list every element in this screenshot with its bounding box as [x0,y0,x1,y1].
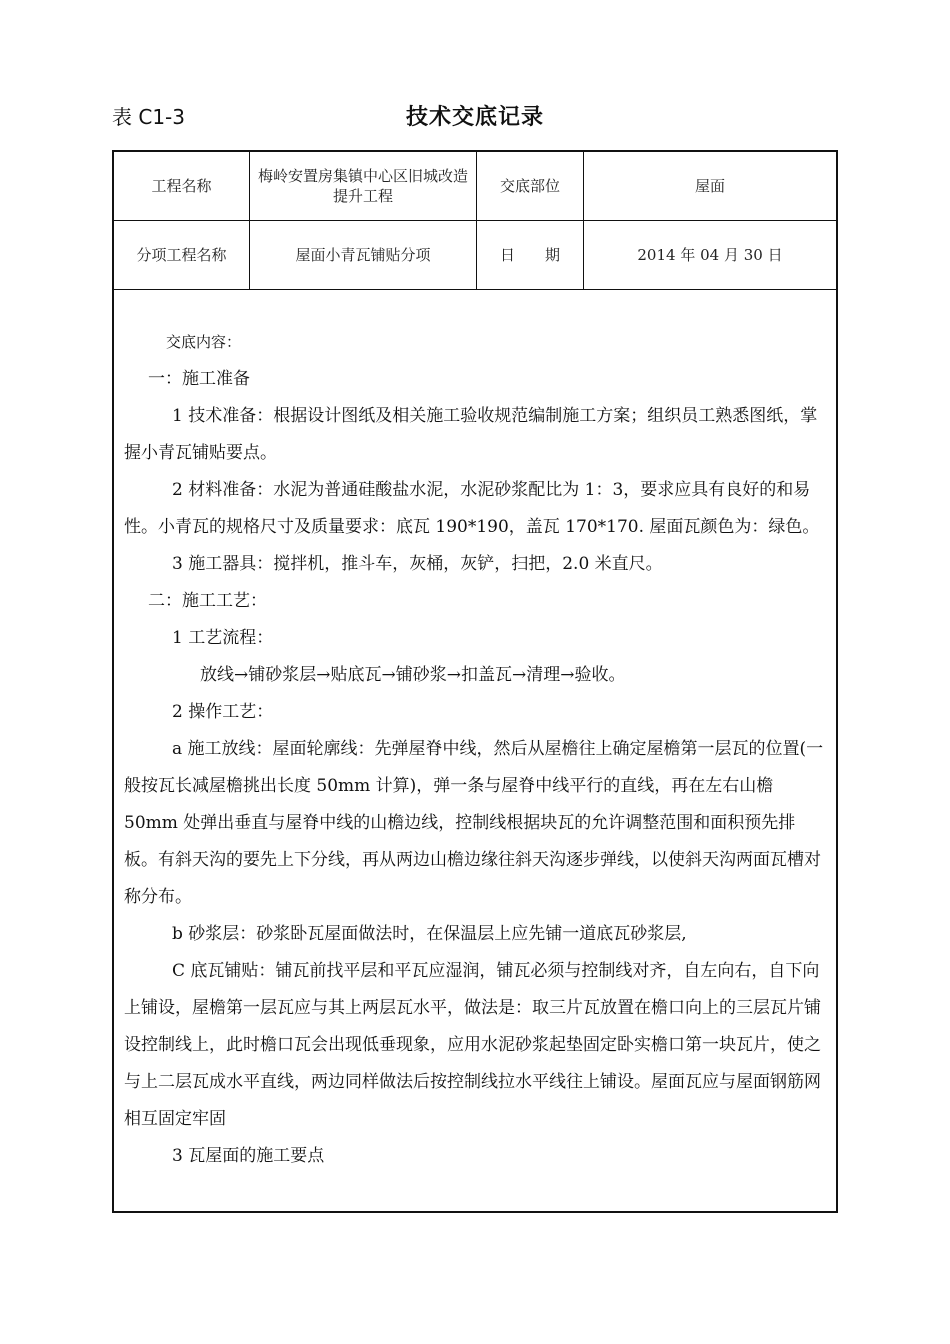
section-process: 二：施工工艺： [148,591,267,611]
section-preparation: 一：施工准备 [148,369,250,389]
page-title: 技术交底记录 [405,105,544,130]
subitem-value: 屋面小青瓦铺贴分项 [295,246,431,264]
paragraph-key-points: 3 瓦屋面的施工要点 [172,1146,325,1166]
content-heading: 交底内容： [166,333,242,351]
paragraph-bottom-tile: C 底瓦铺贴：铺瓦前找平层和平瓦应湿润，铺瓦必须与控制线对齐，自左向右，自下向上铺设，屋檐第一层瓦应与其上两层瓦水平，做法是：取三片瓦放置在檐口向上的三层瓦片铺设控制线上，此时檐口瓦会出现低垂现象，应用水泥砂浆起垫固定卧实檐口第一块瓦片，使之与上二层瓦成水平直线，两边同样做法后按控制线拉水平线往上铺设。屋面瓦应与屋面钢筋网相互固定牢固 [124,961,821,1129]
operation-label: 2 操作工艺： [172,702,274,722]
date-label: 日 期 [499,246,560,264]
part-label: 交底部位 [499,177,560,195]
subitem-label: 分项工程名称 [136,246,227,264]
form-code: 表 C1-3 [112,105,185,129]
part-value: 屋面 [694,177,725,195]
paragraph-mortar-layer: b 砂浆层：砂浆卧瓦屋面做法时，在保温层上应先铺一道底瓦砂浆层, [172,924,687,944]
paragraph-layout-lines: a 施工放线：屋面轮廓线：先弹屋脊中线，然后从屋檐往上确定屋檐第一层瓦的位置(一般按瓦长减屋檐挑出长度 50mm 计算)，弹一条与屋脊中线平行的直线，再在左右山檐 50mm 处弹出垂直与屋脊中线的山檐边线，控制线根据块瓦的允许调整范围和面积预先排板。有斜天沟的要先上下分线，再从两边山檐边缘往斜天沟逐步弹线，以使斜天沟两面瓦槽对称分布。 [124,739,824,907]
date-value: 2014 年 04 月 30 日 [637,246,783,264]
flow-label: 1 工艺流程： [172,628,274,648]
paragraph-material-prep: 2 材料准备：水泥为普通硅酸盐水泥，水泥砂浆配比为 1：3，要求应具有良好的和易性。小青瓦的规格尺寸及质量要求：底瓦 190*190，盖瓦 170*170. 屋面瓦颜色为：绿色。 [124,480,820,537]
disclosure-content [124,324,824,1175]
row-divider-2 [114,289,836,290]
process-flow: 放线→铺砂浆层→贴底瓦→铺砂浆→扣盖瓦→清理→验收。 [200,665,626,685]
paragraph-tools: 3 施工器具：搅拌机，推斗车，灰桶，灰铲，扫把，2.0 米直尺。 [172,554,663,574]
record-table [112,150,838,1213]
project-name-label: 工程名称 [151,177,212,195]
project-name-value: 梅岭安置房集镇中心区旧城改造提升工程 [257,167,468,205]
paragraph-technical-prep: 1 技术准备：根据设计图纸及相关施工验收规范编制施工方案；组织员工熟悉图纸，掌握小青瓦铺贴要点。 [124,406,818,463]
